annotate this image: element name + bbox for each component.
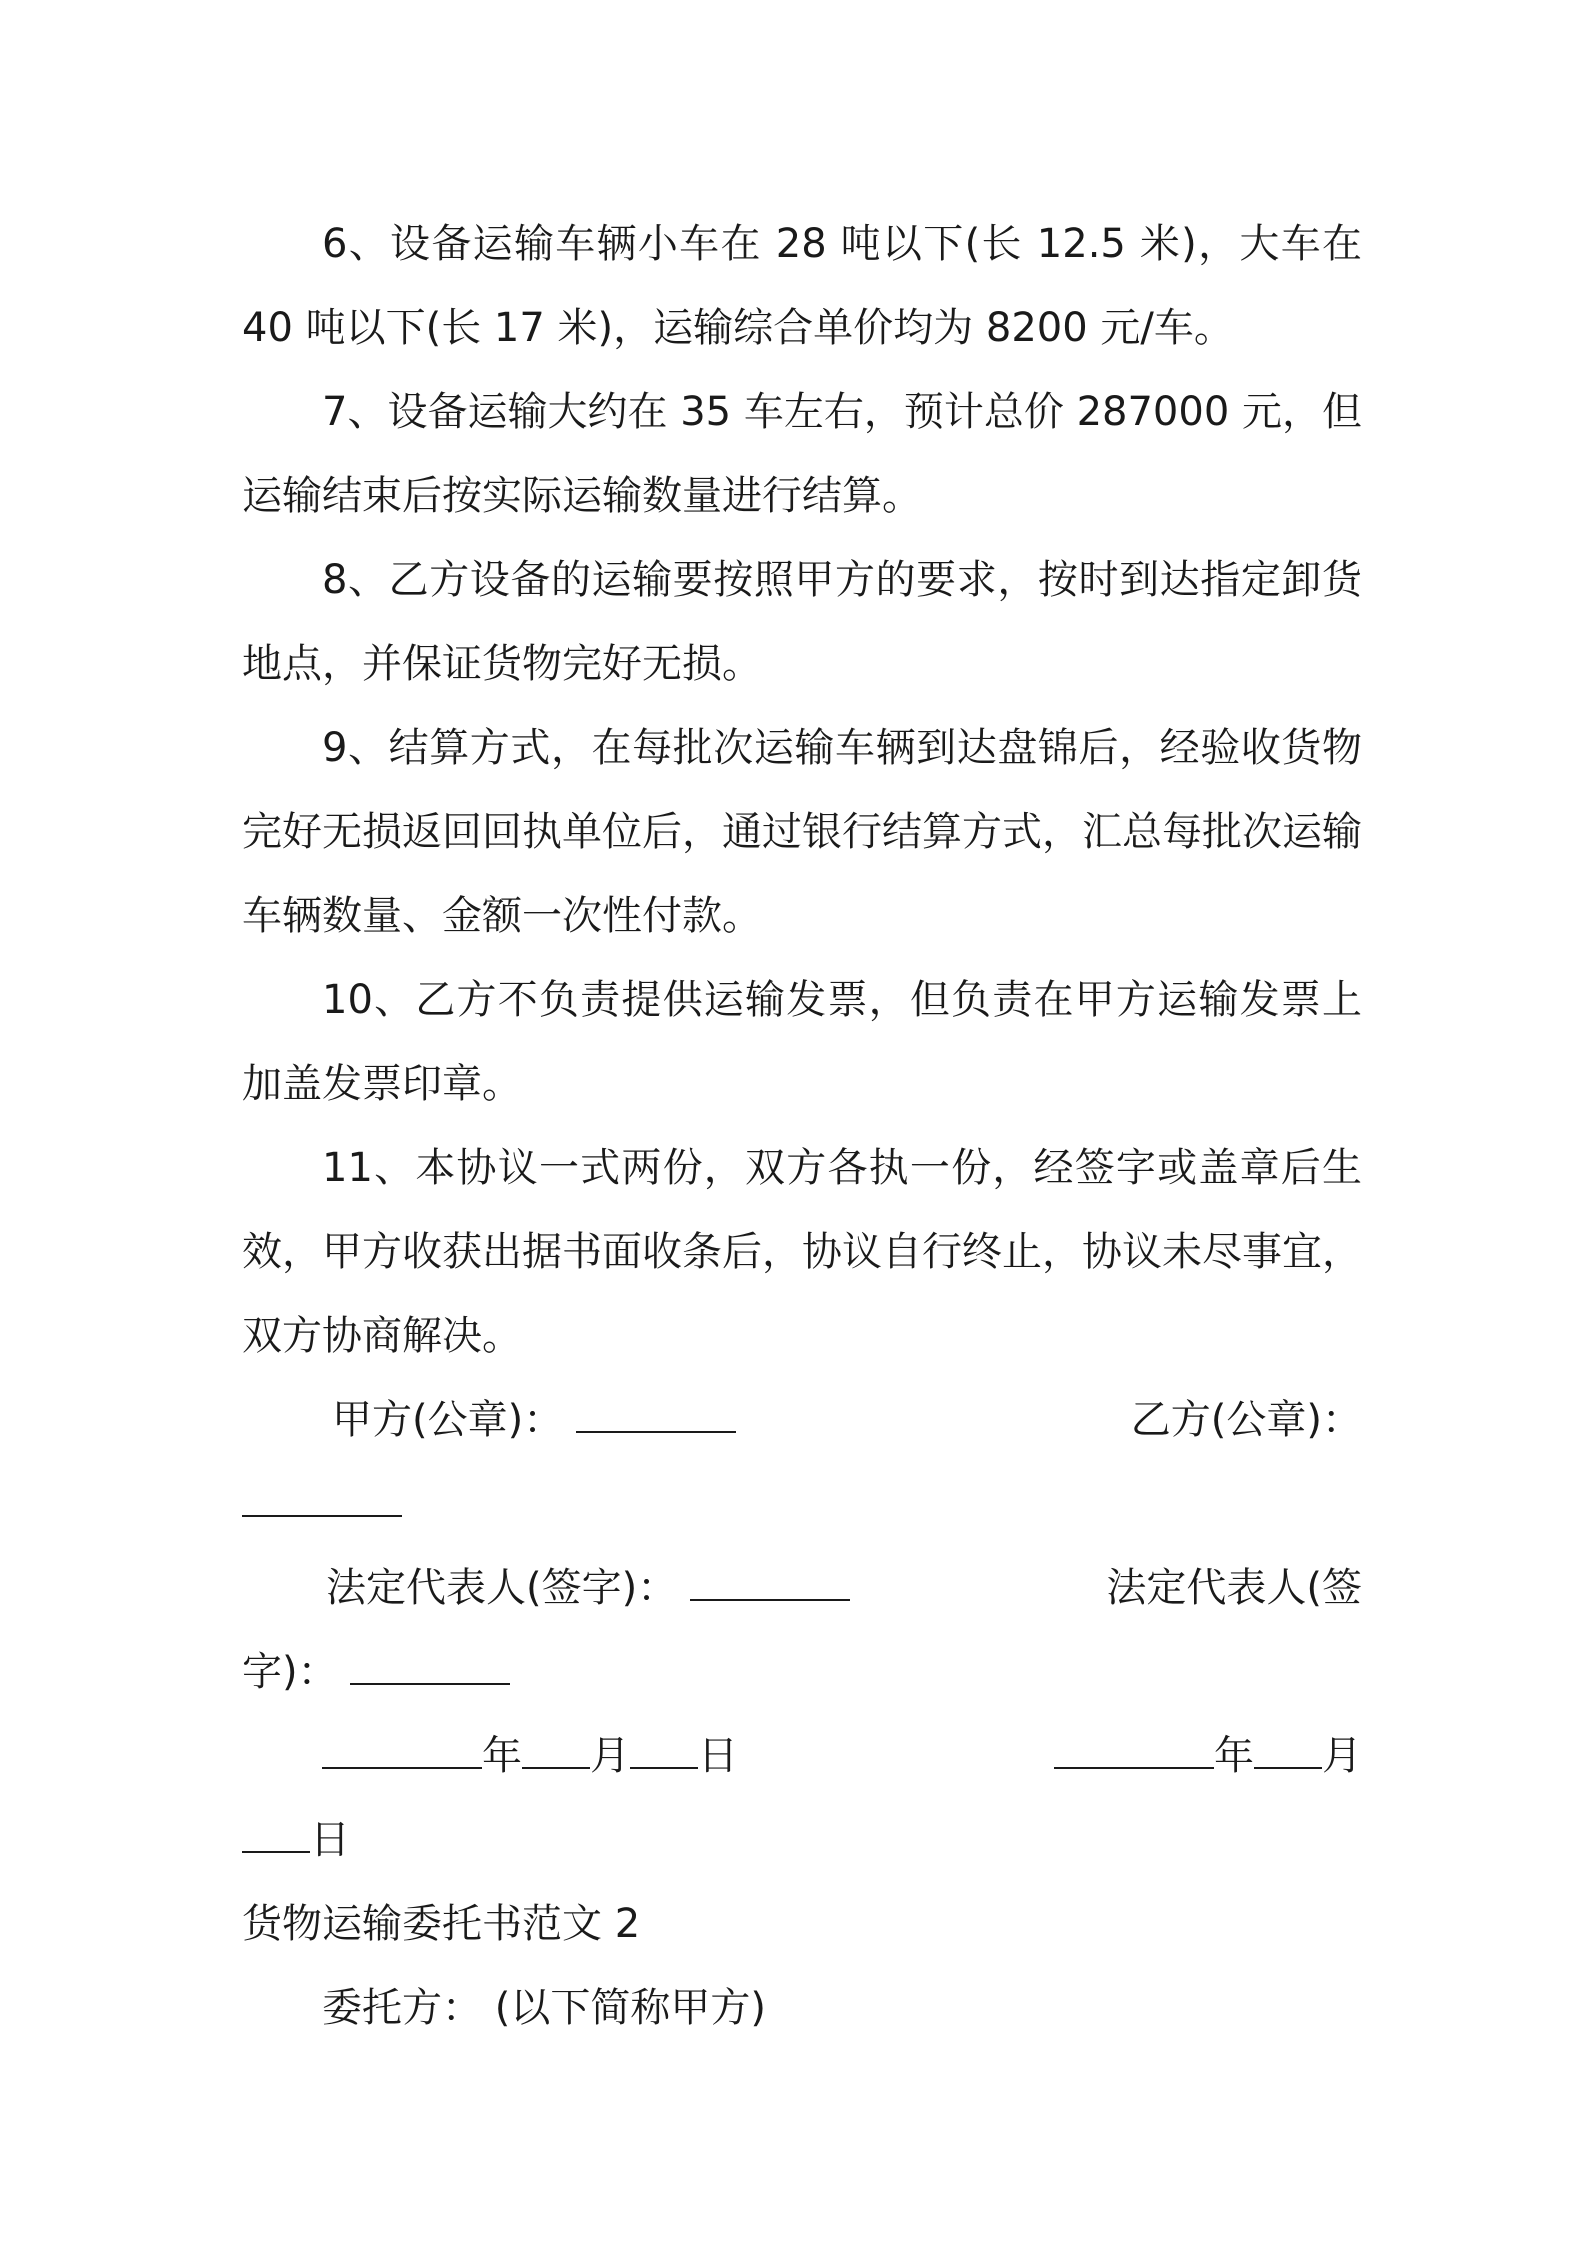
date-b-year-blank xyxy=(1054,1733,1214,1769)
date-b-day-line xyxy=(242,1798,1362,1882)
party-a-seal-blank xyxy=(576,1397,736,1433)
date-a-year-blank xyxy=(322,1733,482,1769)
date-b-year-label: 年 xyxy=(1214,1733,1254,1779)
date-a xyxy=(322,1714,738,1798)
party-a-seal xyxy=(332,1378,736,1462)
date-a-month-blank xyxy=(522,1733,590,1769)
representative-row xyxy=(242,1546,1362,1630)
party-b-seal-blank xyxy=(242,1481,402,1517)
date-b-day-blank xyxy=(242,1817,310,1853)
rep-a xyxy=(326,1546,850,1630)
date-a-day-blank xyxy=(630,1733,698,1769)
clause-7: 7、设备运输大约在 35 车左右，预计总价 287000 元，但运输结束后按实际运输数量进行结算。 xyxy=(242,389,1362,519)
rep-b-label-part1: 法定代表人(签 xyxy=(1106,1565,1362,1611)
client-line: 委托方： (以下简称甲方) xyxy=(322,1985,766,2031)
party-seal-row xyxy=(242,1378,1362,1462)
clause-8: 8、乙方设备的运输要按照甲方的要求，按时到达指定卸货地点，并保证货物完好无损。 xyxy=(242,557,1362,687)
rep-b-line xyxy=(242,1630,1362,1714)
document-body xyxy=(242,202,1362,2050)
date-b xyxy=(1054,1714,1362,1798)
rep-b-label-part2: 字)： xyxy=(242,1649,338,1695)
rep-b-blank xyxy=(350,1649,510,1685)
date-b-month-label: 月 xyxy=(1322,1733,1362,1779)
date-a-month-label: 月 xyxy=(590,1733,630,1779)
party-a-label: 甲方(公章)： xyxy=(332,1397,564,1443)
party-b-seal-line xyxy=(242,1462,1362,1546)
date-row xyxy=(242,1714,1362,1798)
clause-10: 10、乙方不负责提供运输发票，但负责在甲方运输发票上加盖发票印章。 xyxy=(242,977,1362,1107)
section-title: 货物运输委托书范文 2 xyxy=(242,1901,641,1947)
clause-9: 9、结算方式，在每批次运输车辆到达盘锦后，经验收货物完好无损返回回执单位后，通过银行结算方式，汇总每批次运输车辆数量、金额一次性付款。 xyxy=(242,725,1362,939)
date-b-day-label: 日 xyxy=(310,1817,350,1863)
date-b-month-blank xyxy=(1254,1733,1322,1769)
party-b-label: 乙方(公章)： xyxy=(1130,1397,1362,1443)
rep-a-blank xyxy=(690,1565,850,1601)
rep-a-label: 法定代表人(签字)： xyxy=(326,1565,678,1611)
clause-6: 6、设备运输车辆小车在 28 吨以下(长 12.5 米)，大车在 40 吨以下(长 17 米)，运输综合单价均为 8200 元/车。 xyxy=(242,221,1362,351)
date-a-day-label: 日 xyxy=(698,1733,738,1779)
date-a-year-label: 年 xyxy=(482,1733,522,1779)
clause-11: 11、本协议一式两份，双方各执一份，经签字或盖章后生效，甲方收获出据书面收条后，协议自行终止，协议未尽事宜，双方协商解决。 xyxy=(242,1145,1362,1359)
